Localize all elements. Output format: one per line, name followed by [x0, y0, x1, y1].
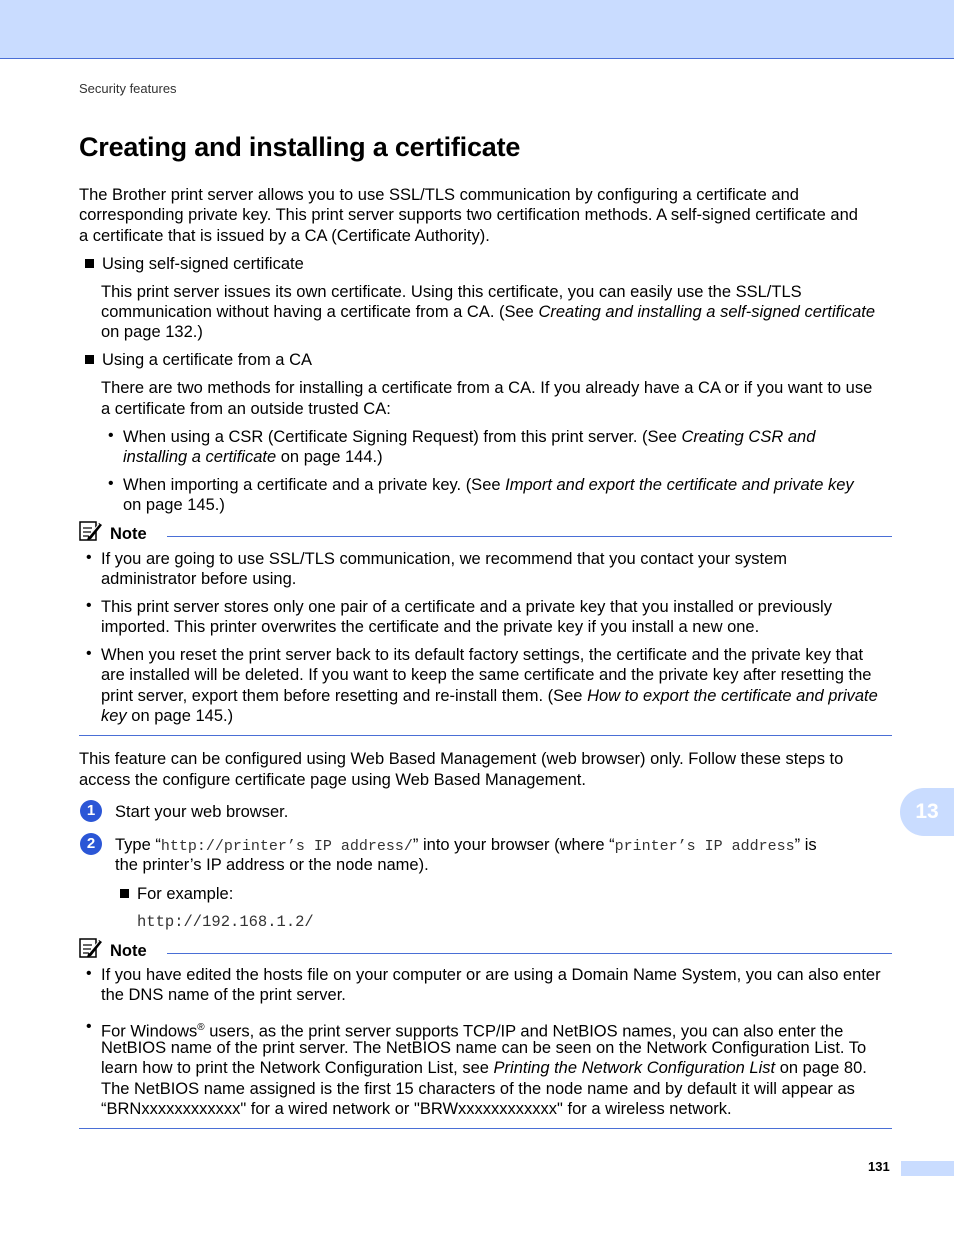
square-bullet-icon — [85, 355, 94, 364]
note1-item-3-line-4: key on page 145.) — [101, 707, 234, 725]
note2-item-1-line-1: If you have edited the hosts file on your computer or are using a Domain Name System, you can also enter — [101, 966, 881, 984]
cross-reference-link[interactable]: How to export the certificate and private — [587, 687, 878, 705]
step-number-2: 2 — [80, 833, 102, 855]
page-title: Creating and installing a certificate — [79, 132, 521, 162]
note-header — [79, 939, 892, 961]
ca-line-1: There are two methods for installing a certificate from a CA. If you already have a CA or if you want to use — [101, 379, 873, 397]
ca-heading: Using a certificate from a CA — [85, 350, 312, 371]
note1-item-2-line-1: This print server stores only one pair of a certificate and a private key that you installed or previously — [101, 598, 832, 616]
feature-line-1: This feature can be configured using Web Based Management (web browser) only. Follow these steps to — [79, 750, 844, 768]
intro-line-1: The Brother print server allows you to use SSL/TLS communication by configuring a certificate and — [79, 186, 799, 204]
code-url: http://printer’s IP address/ — [160, 838, 413, 855]
bullet-dot-icon: • — [86, 965, 92, 982]
note2-item-2-line-5: “BRNxxxxxxxxxxxx" for a wired network or "BRWxxxxxxxxxxxx" for a wireless network. — [101, 1100, 732, 1118]
ca-bullet-2-line-2: on page 145.) — [123, 496, 225, 514]
note1-item-3-line-1: When you reset the print server back to its default factory settings, the certificate and the private key that — [101, 646, 864, 664]
note-label: Note — [110, 942, 147, 960]
note1-item-1-line-2: administrator before using. — [101, 570, 297, 588]
ca-bullet-1-line-1: When using a CSR (Certificate Signing Request) from this print server. (See Creating CSR and — [123, 428, 816, 446]
bullet-dot-icon: • — [86, 1018, 92, 1035]
cross-reference-link[interactable]: installing a certificate — [123, 448, 277, 466]
page-number: 131 — [868, 1159, 890, 1174]
step-1-text: Start your web browser. — [115, 803, 289, 821]
note-end-divider — [79, 735, 892, 736]
note-divider — [167, 536, 892, 537]
note-divider — [167, 953, 892, 954]
bullet-dot-icon: • — [86, 645, 92, 662]
bullet-dot-icon: • — [108, 475, 114, 492]
bullet-dot-icon: • — [108, 427, 114, 444]
cross-reference-link[interactable]: Printing the Network Configuration List — [493, 1059, 776, 1077]
self-signed-line-1: This print server issues its own certificate. Using this certificate, you can easily use the SSL/TLS — [101, 283, 802, 301]
note2-item-2-line-1: For Windows® users, as the print server supports TCP/IP and NetBIOS names, you can also enter the — [101, 1022, 844, 1041]
square-bullet-icon — [120, 889, 129, 898]
breadcrumb: Security features — [79, 81, 177, 96]
ca-bullet-1-line-2: installing a certificate on page 144.) — [123, 448, 383, 466]
step-2-line-1: Type “http://printer’s IP address/” into your browser (where “printer’s IP address” is — [115, 836, 817, 855]
header-band — [0, 0, 954, 59]
note2-item-2-line-2: NetBIOS name of the print server. The NetBIOS name can be seen on the Network Configuration List. To — [101, 1039, 867, 1057]
intro-line-2: corresponding private key. This print server supports two certification methods. A self-signed certificate and — [79, 206, 858, 224]
page-number-bar — [901, 1161, 954, 1176]
note2-item-1-line-2: the DNS name of the print server. — [101, 986, 346, 1004]
example-label: For example: — [120, 884, 233, 905]
ca-line-2: a certificate from an outside trusted CA: — [101, 400, 391, 418]
self-signed-line-2: communication without having a certificate from a CA. (See Creating and installing a self-signed certificate — [101, 303, 876, 321]
note2-item-2-line-4: The NetBIOS name assigned is the first 15 characters of the node name and by default it will appear as — [101, 1080, 855, 1098]
note-pencil-icon — [79, 520, 103, 542]
step-number-1: 1 — [80, 800, 102, 822]
ca-bullet-2-line-1: When importing a certificate and a private key. (See Import and export the certificate and private key — [123, 476, 854, 494]
step-2-line-2: the printer’s IP address or the node name). — [115, 856, 429, 874]
feature-line-2: access the configure certificate page using Web Based Management. — [79, 771, 586, 789]
example-url: http://192.168.1.2/ — [137, 913, 314, 931]
cross-reference-link[interactable]: Import and export the certificate and private key — [505, 476, 854, 494]
bullet-dot-icon: • — [86, 549, 92, 566]
square-bullet-icon — [85, 259, 94, 268]
note-pencil-icon — [79, 937, 103, 959]
note1-item-3-line-2: are installed will be deleted. If you want to keep the same certificate and the private key after resetting the — [101, 666, 872, 684]
cross-reference-link[interactable]: Creating and installing a self-signed certificate — [538, 303, 876, 321]
cross-reference-link[interactable]: key — [101, 707, 127, 725]
note1-item-3-line-3: print server, export them before resetting and re-install them. (See How to export the certificate and private — [101, 687, 878, 705]
note-header — [79, 522, 892, 544]
note-end-divider — [79, 1128, 892, 1129]
code-placeholder: printer’s IP address — [614, 838, 795, 855]
cross-reference-link[interactable]: Creating CSR and — [681, 428, 816, 446]
note-label: Note — [110, 525, 147, 543]
note1-item-1-line-1: If you are going to use SSL/TLS communication, we recommend that you contact your system — [101, 550, 787, 568]
note1-item-2-line-2: imported. This printer overwrites the certificate and the private key if you install a new one. — [101, 618, 760, 636]
bullet-dot-icon: • — [86, 597, 92, 614]
self-signed-line-3: on page 132.) — [101, 323, 203, 341]
chapter-tab[interactable]: 13 — [900, 788, 954, 836]
intro-line-3: a certificate that is issued by a CA (Certificate Authority). — [79, 227, 490, 245]
self-signed-heading: Using self-signed certificate — [85, 254, 304, 275]
note2-item-2-line-3: learn how to print the Network Configuration List, see Printing the Network Configuration List on page 80. — [101, 1059, 867, 1077]
